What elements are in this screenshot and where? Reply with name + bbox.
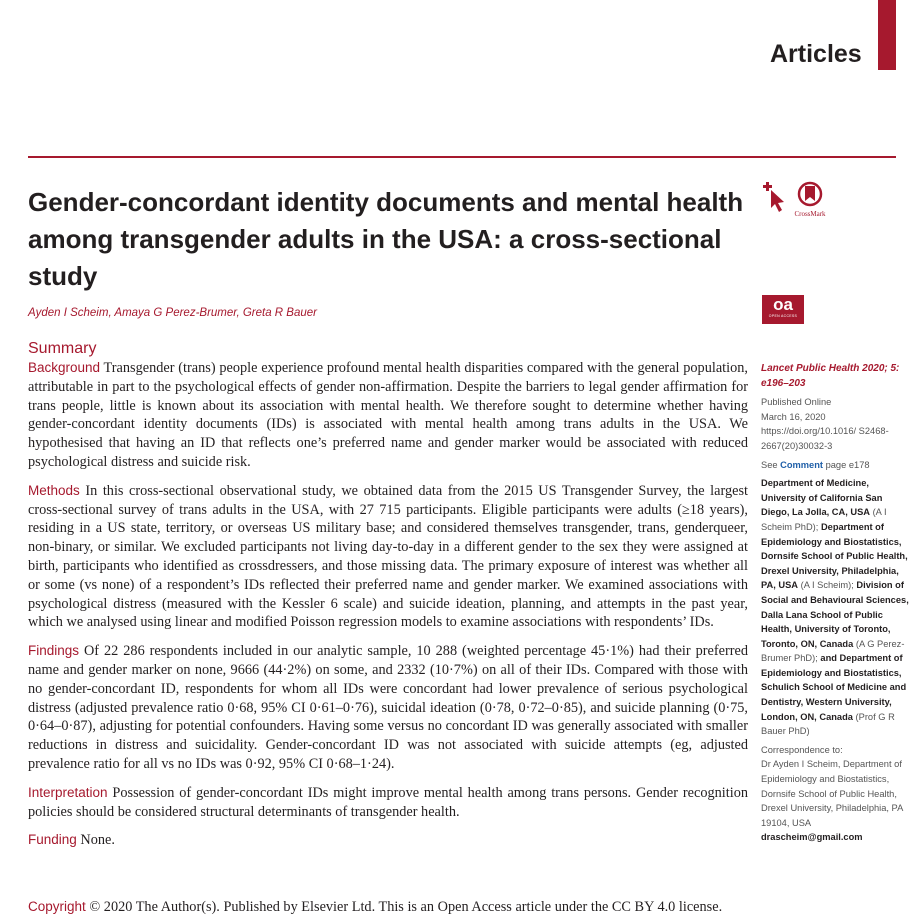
published-label: Published Online: [761, 397, 832, 408]
affiliation-person: (A I Scheim);: [798, 580, 857, 591]
interpretation-paragraph: [28, 784, 748, 822]
correspondence: [761, 743, 911, 845]
section-label: Methods: [28, 482, 80, 498]
affiliation-person: (Prof G R Bauer PhD): [761, 711, 895, 737]
open-access-badge: [762, 295, 804, 324]
summary-heading: Summary: [28, 340, 97, 357]
section-text: Possession of gender-concordant IDs might improve mental health among trans persons. Gender recognition policies should be considered structural determinants of transgender health.: [28, 784, 748, 820]
see-text: See: [761, 459, 781, 470]
section-text: In this cross-sectional observational study, we obtained data from the 2015 US Transgender Survey, the largest cross-sectional survey of trans adults in the USA, with 27 715 participants. Eligible participants were adults (≥18 years), residing in a US state, territory, or overseas US military base; and considered themselves transgender, trans, genderqueer, non-binary, or similar. We excluded participants not living day-to-day in a different gender to the sex they were assigned at birth, participants who identified as crossdressers, and those missing data. The primary exposure of interest was whether all or some (vs none) of a respondent’s IDs reflected their preferred name and gender marker. We examined associations with psychological distress (measured with the Kessler 6 scale) and suicide ideation, planning, and attempts in the past year, which we analysed using linear and modified Poisson regression models to examine associations with respondents’ IDs.: [28, 482, 748, 631]
affiliation: Division of Social and Behavioural Sciences, Dalla Lana School of Public Health, University of Toronto, Toronto, ON, Canada: [761, 580, 909, 649]
publication-info: [761, 395, 911, 453]
findings-paragraph: [28, 642, 748, 774]
background-paragraph: [28, 359, 748, 472]
section-label: Findings: [28, 643, 80, 659]
affiliation: Department of Epidemiology and Biostatistics, Dornsife School of Public Health, Drexel University, Philadelphia, PA, USA: [761, 521, 908, 591]
oa-text: oa: [773, 295, 793, 314]
crossmark-badge[interactable]: [762, 180, 832, 230]
funding-paragraph: [28, 831, 748, 850]
section-text: Transgender (trans) people experience profound mental health disparities compared with the general population, attributable in part to the psychological effects of gender non-affirmation. Despite the barriers to legal gender affirmation for trans people, little is known about its association with mental health. We therefore sought to determine whether having gender-concordant identity documents (IDs) is associated with mental health among trans adults in the USA. We hypothesised that having an ID that reflects one’s preferred name and gender marker would be associated with reduced psychological distress and suicide risk.: [28, 360, 748, 470]
sidebar: [761, 362, 911, 849]
affiliation: Department of Medicine, University of California San Diego, La Jolla, CA, USA: [761, 478, 883, 518]
crossmark-icon: [762, 180, 832, 230]
correspondence-email[interactable]: drascheim@gmail.com: [761, 832, 863, 843]
copyright-line: [28, 899, 888, 916]
header-rule: [28, 156, 896, 158]
comment-page: page e178: [823, 459, 870, 470]
copyright-text: © 2020 The Author(s). Published by Elsevier Ltd. This is an Open Access article under the CC BY 4.0 license.: [85, 899, 723, 915]
section-label: Interpretation: [28, 784, 108, 800]
svg-text:CrossMark: CrossMark: [794, 210, 826, 218]
correspondence-label: Correspondence to:: [761, 744, 843, 755]
comment-link[interactable]: Comment: [780, 459, 823, 470]
affiliation: and Department of Epidemiology and Biostatistics, Schulich School of Medicine and Dentistry, Western University, London, ON, Canada: [761, 653, 907, 722]
section-text: None.: [76, 832, 115, 849]
section-label: Articles: [770, 40, 862, 68]
copyright-label: Copyright: [28, 899, 86, 914]
published-date: March 16, 2020: [761, 411, 826, 422]
section-label: Funding: [28, 832, 77, 848]
oa-subtext: OPEN ACCESS: [768, 314, 798, 318]
journal-color-bar: [878, 0, 896, 70]
section-label: Background: [28, 360, 101, 375]
methods-paragraph: [28, 482, 748, 632]
citation: Lancet Public Health 2020; 5: e196–203: [761, 363, 900, 389]
doi-link[interactable]: https://doi.org/10.1016/ S2468-2667(20)30032-3: [761, 426, 889, 451]
article-title: Gender-concordant identity documents and mental health among transgender adults in the USA: a cross-sectional study: [28, 187, 744, 291]
section-text: Of 22 286 respondents included in our analytic sample, 10 288 (weighted percentage 45·1%) had their preferred name and gender marker on none, 9666 (44·2%) on some, and 2332 (10·7%) on all of their IDs. Compared with those with no gender-concordant ID, respondents for whom all IDs were concordant had lower prevalence of serious psychological distress (adjusted prevalence ratio 0·68, 95% CI 0·61–0·76), suicidal ideation (0·78, 0·72–0·85), and suicide planning (0·75, 0·64–0·87), adjusting for potential confounders. Having some versus no concordant ID was generally associated with smaller reductions in distress and suicidality. Gender-concordant ID was not associated with suicide attempts (eg, adjusted prevalence ratio for all vs no IDs was 0·92, 95% CI 0·68–1·24).: [28, 643, 748, 772]
summary-body: [28, 359, 748, 860]
correspondence-address: Dr Ayden I Scheim, Department of Epidemiology and Biostatistics, Dornsife School of Public Health, Drexel University, Philadelphia, PA 19104, USA: [761, 759, 903, 828]
comment-ref: [761, 458, 911, 473]
affiliation-person: (A I Scheim PhD);: [761, 507, 887, 532]
affiliation-person: (A G Perez-Brumer PhD);: [761, 638, 905, 664]
author-list: Ayden I Scheim, Amaya G Perez-Brumer, Greta R Bauer: [28, 307, 317, 319]
affiliations: [761, 476, 911, 739]
